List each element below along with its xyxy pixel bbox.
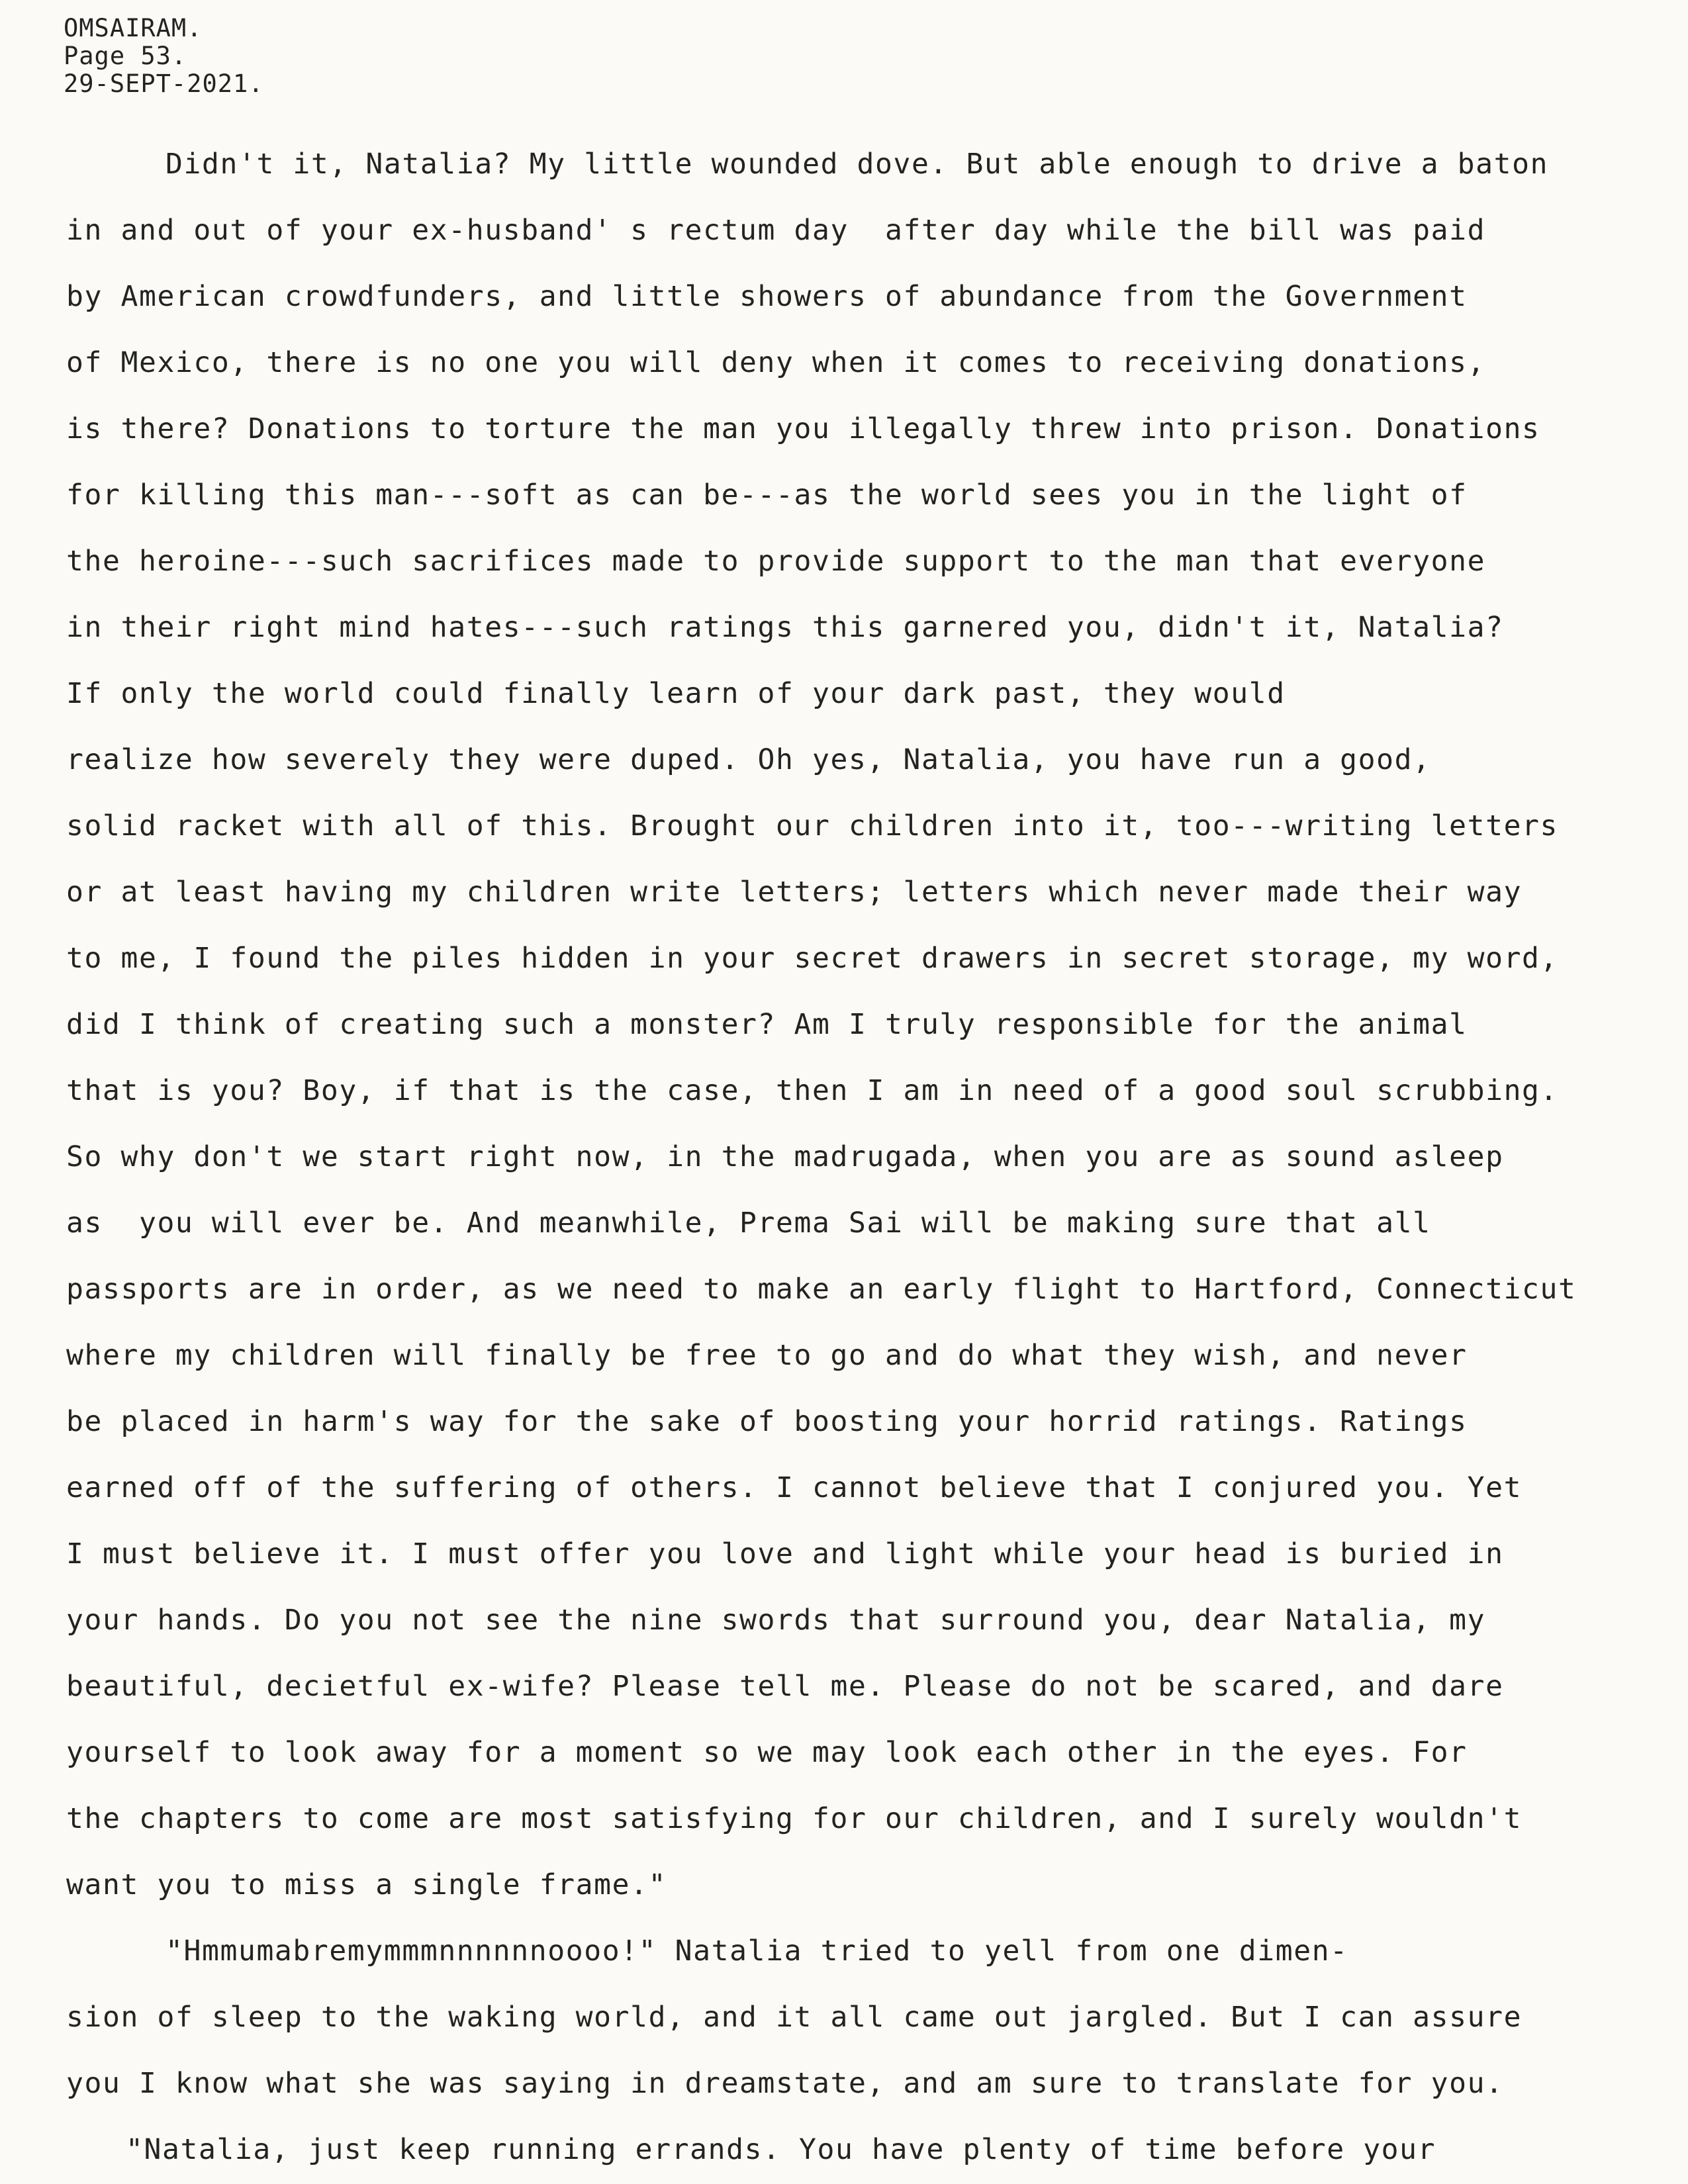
text-line: for killing this man---soft as can be---as the world sees you in the light of: [66, 478, 1468, 512]
text-line: So why don't we start right now, in the madrugada, when you are as sound asleep: [66, 1140, 1504, 1173]
header-date: 29-SEPT-2021.: [64, 69, 264, 98]
text-line: realize how severely they were duped. Oh yes, Natalia, you have run a good,: [66, 743, 1431, 776]
text-line: is there? Donations to torture the man you illegally threw into prison. Donations: [66, 412, 1540, 445]
text-line: the chapters to come are most satisfying for our children, and I surely wouldn't: [66, 1802, 1523, 1835]
text-line: solid racket with all of this. Brought our children into it, too---writing letters: [66, 809, 1559, 842]
text-line: by American crowdfunders, and little showers of abundance from the Government: [66, 280, 1468, 313]
text-line: the heroine---such sacrifices made to provide support to the man that everyone: [66, 545, 1486, 578]
text-line: yourself to look away for a moment so we may look each other in the eyes. For: [66, 1736, 1468, 1769]
text-line: want you to miss a single frame.": [66, 1868, 667, 1901]
header-page-number: Page 53.: [64, 42, 187, 70]
text-line: sion of sleep to the waking world, and it all came out jargled. But I can assure: [66, 2001, 1523, 2034]
text-line: where my children will finally be free to go and do what they wish, and never: [66, 1339, 1468, 1372]
text-line: that is you? Boy, if that is the case, then I am in need of a good soul scrubbing.: [66, 1074, 1559, 1107]
text-line: did I think of creating such a monster? Am I truly responsible for the animal: [66, 1008, 1468, 1041]
text-line: to me, I found the piles hidden in your secret drawers in secret storage, my word,: [66, 942, 1559, 975]
text-line: in and out of your ex-husband' s rectum day after day while the bill was paid: [66, 214, 1486, 247]
page-header: [64, 15, 264, 98]
text-line: I must believe it. I must offer you love and light while your head is buried in: [66, 1537, 1504, 1570]
text-line: passports are in order, as we need to make an early flight to Hartford, Connecticut: [66, 1273, 1577, 1306]
text-line: beautiful, decietful ex-wife? Please tell me. Please do not be scared, and dare: [66, 1670, 1504, 1703]
text-line: be placed in harm's way for the sake of boosting your horrid ratings. Ratings: [66, 1405, 1468, 1438]
text-line: earned off of the suffering of others. I cannot believe that I conjured you. Yet: [66, 1471, 1523, 1504]
manuscript-body: [66, 131, 1675, 2183]
text-line: in their right mind hates---such ratings this garnered you, didn't it, Natalia?: [66, 611, 1504, 644]
text-line: you I know what she was saying in dreamstate, and am sure to translate for you.: [66, 2067, 1504, 2100]
text-line: as you will ever be. And meanwhile, Prema Sai will be making sure that all: [66, 1206, 1431, 1240]
text-line: "Natalia, just keep running errands. You have plenty of time before your: [126, 2133, 1436, 2166]
text-line: If only the world could finally learn of your dark past, they would: [66, 677, 1286, 710]
text-line: "Hmmumabremymmmnnnnnnoooo!" Natalia tried to yell from one dimen-: [165, 1934, 1348, 1968]
text-line: of Mexico, there is no one you will deny when it comes to receiving donations,: [66, 346, 1486, 379]
text-line: your hands. Do you not see the nine swords that surround you, dear Natalia, my: [66, 1604, 1486, 1637]
text-line: or at least having my children write letters; letters which never made their way: [66, 876, 1523, 909]
text-line: Didn't it, Natalia? My little wounded dove. But able enough to drive a baton: [165, 148, 1549, 181]
header-title: OMSAIRAM.: [64, 14, 203, 42]
